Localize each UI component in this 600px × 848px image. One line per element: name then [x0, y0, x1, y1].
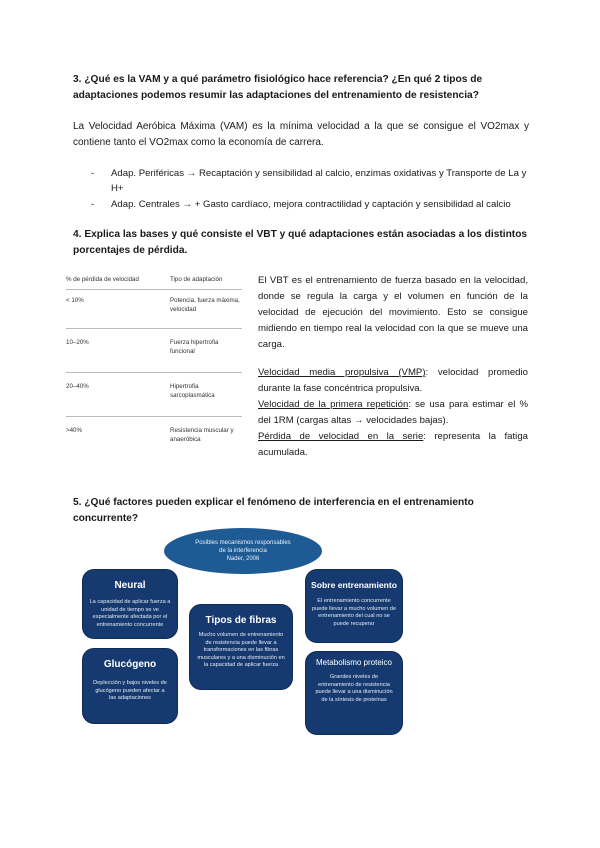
box-title: Metabolismo proteico: [315, 658, 393, 667]
oval-line: de la interferencia: [219, 548, 267, 554]
box-title: Glucógeno: [103, 659, 157, 670]
table-header: Tipo de adaptación: [170, 276, 223, 283]
table-cell: 20–40%: [66, 383, 89, 390]
vbt-term: [258, 429, 528, 461]
box-title: Sobre entrenamiento: [311, 580, 397, 590]
question-4-title: 4. Explica las bases y qué consiste el VBT y qué adaptaciones están asociadas a los distintos porcentajes de pérdida.: [73, 229, 528, 256]
tipos-fibras-box: [189, 604, 293, 690]
box-desc: Deplección y bajos niveles de glucógeno pueden afectar a las adaptaciones: [93, 680, 167, 701]
vbt-term: [258, 365, 528, 397]
question-5-title: 5. ¿Qué factores pueden explicar el fenómeno de interferencia en el entrenamiento concurrente?: [73, 497, 474, 524]
term-label: Velocidad media propulsiva (VMP): [258, 367, 426, 378]
bullet-item: - Adap. Centrales → + Gasto cardíaco, mejora contractilidad y captación y sensibilidad al calcio: [93, 197, 529, 212]
table-header: % de pérdida de velocidad: [66, 276, 139, 283]
table-cell: Fuerza hipertrofia funcional: [170, 339, 219, 355]
box-desc: La capacidad de aplicar fuerza a unidad de tiempo se ve especialmente afectada por el entrenamiento concurrente: [89, 599, 171, 628]
vbt-intro: El VBT es el entrenamiento de fuerza basado en la velocidad, donde se regula la carga y el volumen en función de la velocidad de ejecución del movimiento. Esto se consigue midiendo en tiempo real la velocidad con la que se mueve una carga.: [258, 275, 528, 350]
vbt-description: [258, 273, 528, 461]
table-cell: >40%: [66, 427, 82, 434]
table-cell: Hipertrofia sarcoplasmática: [170, 383, 215, 399]
table-divider: [66, 328, 242, 329]
neural-box: [82, 569, 178, 639]
box-desc: El entrenamiento concurrente puede llevar a mucho volumen de entrenamiento del cual no se puede recuperar: [312, 598, 396, 627]
oval-line: Nader, 2006: [226, 556, 260, 562]
vbt-table: [66, 276, 242, 456]
box-desc: Mucho volumen de entrenamiento de resistencia puede llevar a transformaciones en las fibras musculares y a una disminución en la capacidad de aplicar fuerza: [197, 632, 285, 668]
oval-line: Posibles mecanismos responsables: [195, 540, 291, 546]
box-title: Tipos de fibras: [205, 615, 277, 626]
term-desc: : representa la fatiga acumulada.: [258, 431, 528, 458]
question-3-answer: La Velocidad Aeróbica Máxima (VAM) es la mínima velocidad a la que se consigue el VO2max y contiene tanto el VO2max como la economía de carrera.: [73, 121, 529, 148]
table-cell: < 10%: [66, 297, 84, 304]
table-cell: Potencia, fuerza máxima, velocidad: [170, 297, 240, 313]
term-label: Pérdida de velocidad en la serie: [258, 431, 424, 442]
bullet-text: Adap. Centrales → + Gasto cardíaco, mejora contractilidad y captación y sensibilidad al calcio: [111, 199, 511, 210]
metabolismo-proteico-box: [305, 651, 403, 735]
table-divider: [66, 289, 242, 290]
table-cell: 10–20%: [66, 339, 89, 346]
question-3-title: 3. ¿Qué es la VAM y a qué parámetro fisiológico hace referencia? ¿En qué 2 tipos de adaptaciones podemos resumir las adaptaciones del entrenamiento de resistencia?: [73, 74, 483, 101]
table-divider: [66, 416, 242, 417]
table-cell: Resistencia muscular y anaeróbica: [170, 427, 234, 443]
sobre-entrenamiento-box: [305, 569, 403, 643]
bullet-text: Adap. Periféricas → Recaptación y sensibilidad al calcio, enzimas oxidativas y Transporte de La y H+: [111, 168, 527, 194]
table-divider: [66, 372, 242, 373]
term-desc: : velocidad promedio durante la fase concéntrica propulsiva.: [258, 367, 528, 394]
box-desc: Grandes niveles de entrenamiento de resistencia puede llevar a una disminución de la síntesis de proteínas: [315, 674, 393, 703]
term-desc: : se usa para estimar el % del 1RM (cargas altas → velocidades bajas).: [258, 399, 528, 426]
vbt-term: [258, 397, 528, 429]
term-label: Velocidad de la primera repetición: [258, 399, 409, 410]
bullet-item: - Adap. Periféricas → Recaptación y sensibilidad al calcio, enzimas oxidativas y Transporte de La y H+: [93, 166, 529, 196]
box-title: Neural: [114, 580, 146, 591]
diagram-center-oval: [164, 528, 322, 574]
glucogeno-box: [82, 648, 178, 724]
